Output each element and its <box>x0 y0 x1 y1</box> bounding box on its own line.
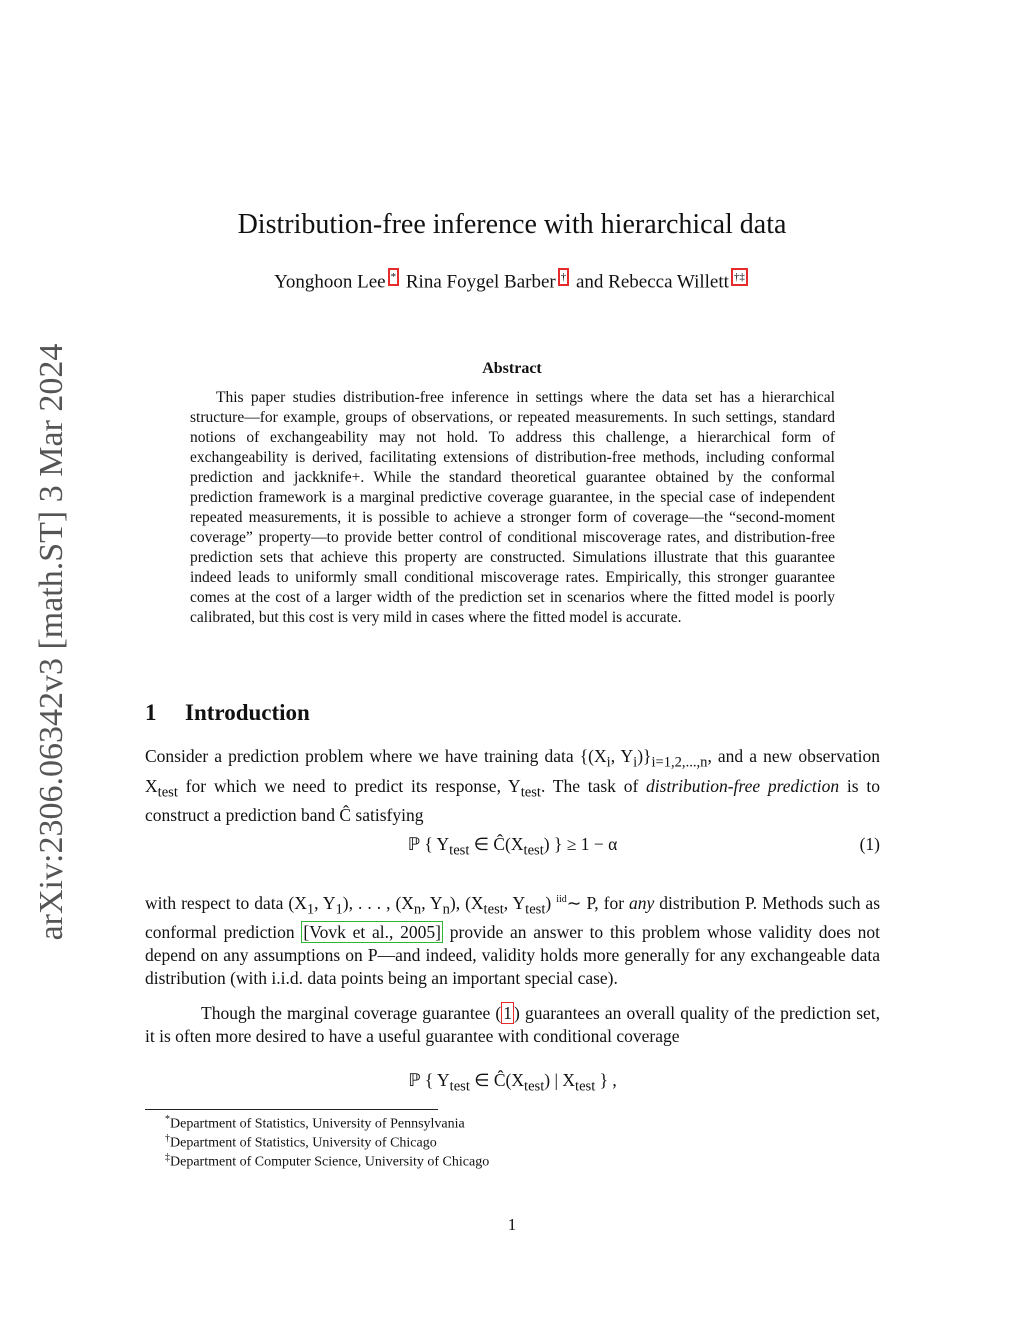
author-footnote-link[interactable]: * <box>388 268 400 286</box>
equation-reference-link[interactable]: 1 <box>503 1003 513 1023</box>
author-footnote-link[interactable]: †‡ <box>731 268 748 286</box>
section-number: 1 <box>145 700 157 725</box>
footnote-divider <box>145 1109 438 1110</box>
footnote: †Department of Statistics, University of Chicago <box>165 1133 437 1151</box>
equation-body: ℙ { $Y_{test}$ ∈ $Ĉ(X_{test})$ } ≥ 1 − α <box>407 834 618 859</box>
section-title: Introduction <box>185 700 310 725</box>
equation-1 <box>145 834 880 864</box>
abstract-heading: Abstract <box>482 360 542 377</box>
paper-title: Distribution-free inference with hierarchical data <box>237 209 787 240</box>
section-heading <box>145 700 310 726</box>
intro-paragraph-1: Consider a prediction problem where we have training data {($X_i$, $Y_i)\}_{i=1,2,...,n}$, and a new observation $X_{test}$ for which we need to predict its response, $Y_{test}$. The task of distribution-free prediction is to construct a prediction band Ĉ satisfying <box>145 746 880 825</box>
abstract-body: This paper studies distribution-free inference in settings where the data set has a hierarchical structure—for example, groups of observations, or repeated measurements. In such settings, standard notions of exchangeability may not hold. To address this challenge, a hierarchical form of exchangeability is derived, facilitating extensions of distribution-free methods, including conformal prediction and jackknife+. While the standard theoretical guarantee obtained by the conformal prediction framework is a marginal predictive coverage guarantee, in the special case of independent repeated measurements, it is possible to achieve a stronger form of coverage—the “second-moment coverage” property—to provide better control of conditional miscoverage rates, and distribution-free prediction sets that achieve this property are constructed. Simulations illustrate that this guarantee indeed leads to uniformly small conditional miscoverage rates. Empirically, this stronger guarantee comes at the cost of a larger width of the prediction set in scenarios where the fitted model is poorly calibrated, but this cost is very mild in cases where the fitted model is accurate. <box>190 389 835 626</box>
equation-conditional: ℙ { $Y_{test}$ ∈ $Ĉ(X_{test})$ | $X_{test}$ } , <box>408 1070 617 1095</box>
author-name: Rina Foygel Barber <box>405 271 556 293</box>
intro-paragraph-2: with respect to data ($X_1$, $Y_1$), . . . , ($X_n$, $Y_n$), ($X_{test}$, $Y_{test}$) $^{iid}$∼ P, for any distribution P. Methods such as conformal prediction [Vovk et al., 2005] provide an answer to this problem whose validity does not depend on any assumptions on P—and indeed, validity holds more generally for any exchangeable data distribution (with i.i.d. data points being an important special case). <box>145 892 881 989</box>
author-footnote-link[interactable]: † <box>558 268 570 286</box>
intro-paragraph-3: Though the marginal coverage guarantee ( 1 ) guarantees an overall quality of the prediction set, it is often more desired to have a useful guarantee with conditional coverage <box>145 1003 881 1046</box>
author-name: and Rebecca Willett <box>575 271 729 293</box>
equation-number: (1) <box>859 834 880 854</box>
page-number: 1 <box>507 1215 517 1234</box>
author-list <box>0 268 1024 293</box>
footnote: ‡Department of Computer Science, University of Chicago <box>165 1152 490 1170</box>
footnote: *Department of Statistics, University of Pennsylvania <box>165 1114 465 1132</box>
arxiv-identifier-sidebar: arXiv:2306.06342v3 [math.ST] 3 Mar 2024 <box>33 343 70 941</box>
citation-link[interactable]: [Vovk et al., 2005] <box>303 922 441 943</box>
author-name: Yonghoon Lee <box>274 271 386 293</box>
